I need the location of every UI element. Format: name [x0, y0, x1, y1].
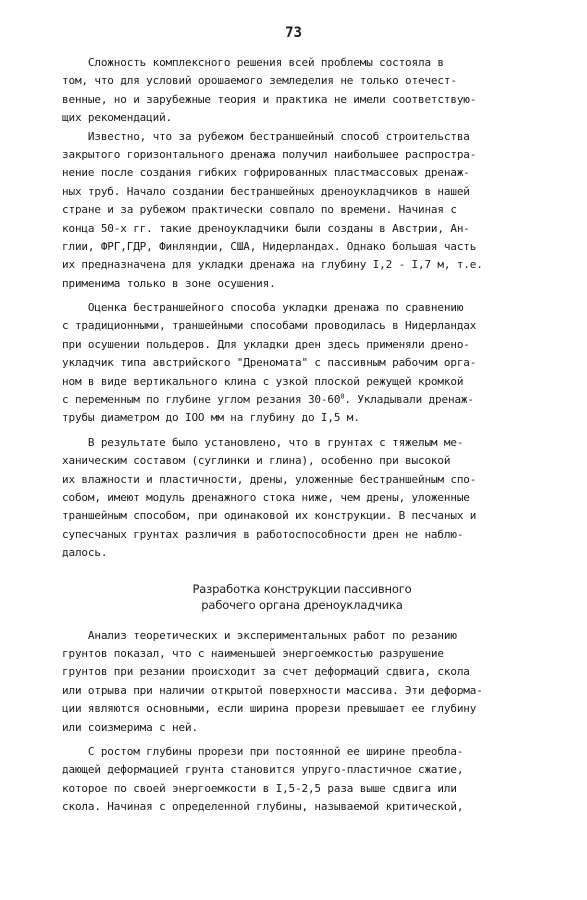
text-line: ных труб. Начало создании бестраншейных дреноукладчиков в нашей: [62, 184, 470, 198]
section-heading: [62, 581, 542, 613]
text-line: или отрыва при наличии открытой поверхности массива. Эти деформа-: [62, 683, 483, 697]
paragraph-2: [62, 128, 542, 294]
paragraph-4: [62, 434, 542, 563]
text-line: ханическим составом (суглинки и глина), особенно при высокой: [62, 454, 451, 468]
paragraph-5: [62, 627, 542, 737]
text-line: далось.: [62, 546, 108, 560]
text-line: которое по своей энергоемкости в I,5-2,5 раза выше сдвига или: [62, 781, 457, 795]
text-line: Известно, что за рубежом бестраншейный способ строительства: [62, 129, 470, 143]
paragraph-6: [62, 743, 542, 817]
text-line: применима только в зоне осушения.: [62, 276, 276, 290]
text-line: Сложность комплексного решения всей проблемы состояла в: [62, 56, 444, 69]
page-number: 73: [285, 25, 302, 41]
paragraph-3: [62, 299, 542, 428]
text-line: том, что для условий орошаемого земледелия не только отечест-: [62, 74, 457, 88]
text-line: трубы диаметром до IOO мм на глубину до I,5 м.: [62, 411, 360, 425]
text-line: [62, 391, 542, 409]
body-text: [62, 54, 542, 816]
text-line: их влажности и пластичности, дрены, уложенные бестраншейным спо-: [62, 472, 477, 486]
text-line: скола. Начиная с определенной глубины, называемой критической,: [62, 800, 464, 814]
text-line: ном в виде вертикального клина с узкой плоской режущей кромкой: [62, 374, 464, 388]
text-line: укладчик типа австрийского "Дреномата" с пассивным рабочим орга-: [62, 356, 477, 370]
text-line: собом, имеют модуль дренажного стока ниже, чем дрены, уложенные: [62, 490, 470, 504]
text-line: стране и за рубежом практически совпало по времени. Начиная с: [62, 203, 457, 217]
text-line: щих рекомендаций.: [62, 111, 173, 125]
text-fragment: с переменным по глубине углом резания 30-60: [62, 393, 341, 407]
text-line: при осушении польдеров. Для укладки дрен здесь применяли дрено-: [62, 337, 470, 351]
text-line: В результате было установлено, что в грунтах с тяжелым ме-: [62, 435, 464, 449]
text-line: нение после создания гибких гофрированных пластмассовых дренаж-: [62, 166, 470, 180]
text-line: траншейным способом, при одинаковой их конструкции. В песчаных и: [62, 509, 477, 523]
text-line: закрытого горизонтального дренажа получил наибольшее распростра-: [62, 147, 477, 161]
heading-line: Разработка конструкции пассивного: [192, 581, 412, 596]
paragraph-1: [62, 54, 542, 128]
text-line: грунтов показал, что с наименьшей энергоемкостью разрушение: [62, 646, 444, 660]
text-line: дающей деформацией грунта становится упруго-пластичное сжатие,: [62, 763, 464, 777]
text-fragment: . Укладывали дренаж-: [344, 393, 474, 407]
text-line: грунтов при резании происходит за счет деформаций сдвига, скола: [62, 665, 470, 679]
text-line: их предназначена для укладки дренажа на глубину I,2 - I,7 м, т.е.: [62, 258, 483, 272]
text-line: Анализ теоретических и экспериментальных работ по резанию: [62, 628, 457, 642]
text-line: Оценка бестраншейного способа укладки дренажа по сравнению: [62, 301, 464, 315]
heading-line: рабочего органа дреноукладчика: [201, 597, 403, 612]
text-line: с традиционными, траншейными способами проводилась в Нидерландах: [62, 319, 477, 333]
text-line: или соизмерима с ней.: [62, 720, 198, 734]
text-line: глии, ФРГ,ГДР, Финляндии, США, Нидерландах. Однако большая часть: [62, 239, 477, 253]
text-line: венные, но и зарубежные теория и практика не имели соответствую-: [62, 92, 477, 106]
text-line: ции являются основными, если ширина прорези превышает ее глубину: [62, 702, 477, 716]
text-line: супесчаных грунтах различия в работоспособности дрен не наблю-: [62, 527, 464, 541]
degree-superscript: 0: [340, 392, 345, 401]
text-line: конца 50-х гг. такие дреноукладчики были созданы в Австрии, Ан-: [62, 221, 470, 235]
text-line: С ростом глубины прорези при постоянной ее ширине преобла-: [62, 744, 464, 758]
